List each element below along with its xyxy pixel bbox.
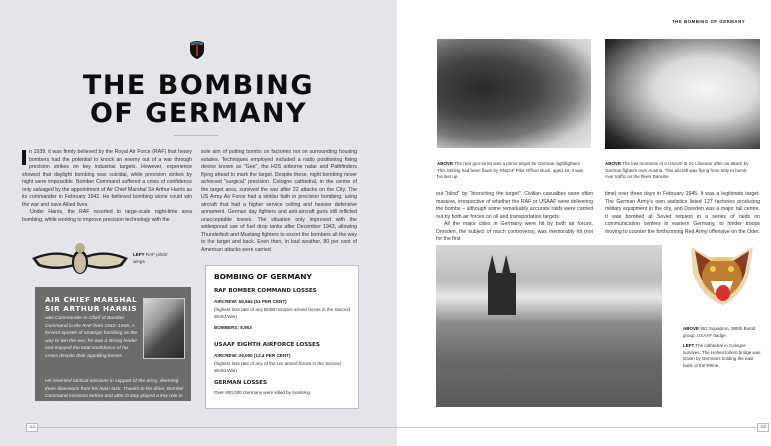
caption-label: LEFT: [133, 252, 145, 257]
caption-text: The last moments of a USAAF B-24 Liberator after an attack by German fighters over Austria. This aircraft was flying from Italy to bomb river traffic on the River Danube.: [605, 161, 749, 179]
caption-text: RAF pilots' wings: [133, 252, 168, 264]
factbox-stat-label: AIRCREW: 55,564 (51 PER CENT): [214, 299, 287, 304]
bio-name: [45, 295, 137, 313]
stirling-caption: [437, 161, 587, 181]
harris-portrait-image: [143, 298, 185, 359]
body-column-2: [201, 149, 357, 254]
factbox-section-heading: USAAF EIGHTH AIRFORCE LOSSES: [214, 342, 320, 348]
body-column-4: [605, 191, 760, 236]
bio-text-2: He resented tactical missions in support of the army, deeming them diversions from his main task. Thanks to his drive, Bomber Command missions before and after D-Day played a key role in Allied success in north-west Europe.: [45, 379, 184, 407]
right-footer-rule: [397, 427, 757, 428]
left-page-number: 114: [26, 423, 38, 432]
bio-name-line-2: SIR ARTHUR HARRIS: [45, 304, 138, 313]
body-paragraph: n 1939, it was firmly believed by the Royal Air Force (RAF) that heavy bombers had the potential to knock an enemy out of a war through precision strikes on key industrial targets. However, experience showed that daylight bombing was suicidal, while precision strikes by night were impossible. Bomber Command suffered a crisis of confidence only salvaged by the appointment of Air Chief Marshal Sir Arthur Harris as its commander in February 1942. He believed bombing alone could win the war and save Allied lives.: [22, 149, 192, 208]
page-title: [0, 72, 397, 128]
factbox-stat-text: (highest loss rate of any of the US armed forces in the Second World War): [214, 361, 341, 373]
caption-text: The rear gun-turret was a prime target for German nightfighters. This Stirling had been flown by RNZAF Pilot Officer Buck, aged 19. It was his last op.: [437, 161, 584, 179]
title-divider: [174, 135, 218, 136]
cologne-caption: [683, 343, 763, 369]
caption-label: LEFT: [683, 343, 695, 348]
harris-bio-box: [35, 287, 191, 407]
body-column-1: [22, 149, 192, 224]
caption-label: ABOVE: [605, 161, 622, 166]
factbox-stat-text: Over 600,000 Germans were killed by bombing: [214, 390, 311, 395]
factbox-stat-label: AIRCREW: 26,000 (12.4 PER CENT): [214, 353, 291, 358]
stirling-gun-turret-photo: [437, 39, 591, 148]
factbox-stat-label: BOMBERS: 8,953: [214, 325, 252, 330]
squadron-wolf-badge-image: [683, 243, 761, 308]
bio-text-1: was Commander-in-Chief of Bomber Command in the RAF from 1942–1945. A fervent apostle of strategic bombing as the way to win the war, he was a strong leader and enjoyed the total confidence of his crews despite their appalling losses.: [45, 316, 138, 359]
cologne-cathedral-photo: [436, 245, 662, 407]
shaef-shoulder-patch-icon: [189, 40, 205, 60]
caption-text: The cathedral in Cologne survives. The Hohenzollern bridge was blown by Germans holding the east bank of the Rhine.: [683, 343, 761, 368]
wolf-badge-caption: [683, 326, 763, 339]
caption-text: 551 Squadron, 385th Bomb group, USAAF badge.: [683, 326, 756, 338]
bio-name-line-1: AIR CHIEF MARSHAL: [45, 295, 138, 304]
drop-cap: [22, 150, 26, 165]
title-line-1: THE BOMBING: [82, 70, 315, 101]
cathedral-silhouette: [488, 255, 516, 315]
liberator-caption: [605, 161, 755, 181]
body-paragraph: sole aim of putting bombs on factories not on surrounding housing estates. Techniques employed included a radio positioning fixing device known as "Gee", the H2S airborne radar and Pathfinders flying ahead to mark the target. Despite these, night bombing never achieved "surgical" precision. Cologne cathedral, in the centre of the target area, survived the war after 22 attacks on the City. The US Army Air Force had a similar faith in precision bombing, using aircraft that had a higher service ceiling and heavier defensive armament. German day fighters and anti-aircraft guns still inflicted unacceptable losses. The situation only improved with the widespread use of fuel drop tanks after December 1943, allowing Thunderbolt and Mustang fighters to escort the bombers all the way to the target and back. Even then, in bad weather, 80 per cent of American attacks were carried: [201, 149, 357, 253]
wings-caption: [133, 252, 173, 265]
left-footer-rule: [38, 427, 397, 428]
loss-statistics-box: [205, 265, 359, 409]
caption-label: ABOVE: [437, 161, 454, 166]
factbox-section-heading: RAF BOMBER COMMAND LOSSES: [214, 288, 317, 294]
body-column-3: [436, 191, 593, 244]
title-line-2: OF GERMANY: [89, 98, 308, 129]
raf-wings-image: [30, 240, 130, 282]
body-paragraph: Under Harris, the RAF resorted to large-scale night-time area bombing, while working to improve precision technology with the: [22, 209, 192, 223]
factbox-stat-text: (highest loss rate of any British Empire armed forces in the Second World War): [214, 307, 351, 319]
running-head: THE BOMBING OF GERMANY: [672, 19, 746, 24]
caption-label: ABOVE: [683, 326, 700, 331]
right-page-number: 115: [757, 423, 769, 432]
b24-liberator-photo: [605, 39, 760, 149]
body-paragraph: time) over three days in February 1945. It was a legitimate target. The German Army's own statistics listed 127 factories producing military equipment in the city, and Dresden was a major rail centre. It was bombed at Soviet request in a series of raids on communication centres in eastern Germany, to hinder troops moving to counter the forthcoming Red Army offensive on the Oder.: [605, 191, 760, 235]
factbox-section-heading: GERMAN LOSSES: [214, 380, 268, 386]
body-paragraph: out "blind" by "drenching the target". Civilian casualties were often massive, irrespective of whether the RAF or USAAF were delivering the bombs – although some remarkably accurate raids were carried out by both air forces on oil and transportation targets.: [436, 191, 593, 220]
body-paragraph: All the major cities in Germany were hit by both air forces. Dresden, the subject of much controversy, was memorably hit (not for the first: [436, 221, 593, 242]
factbox-title: BOMBING OF GERMANY: [214, 272, 312, 281]
